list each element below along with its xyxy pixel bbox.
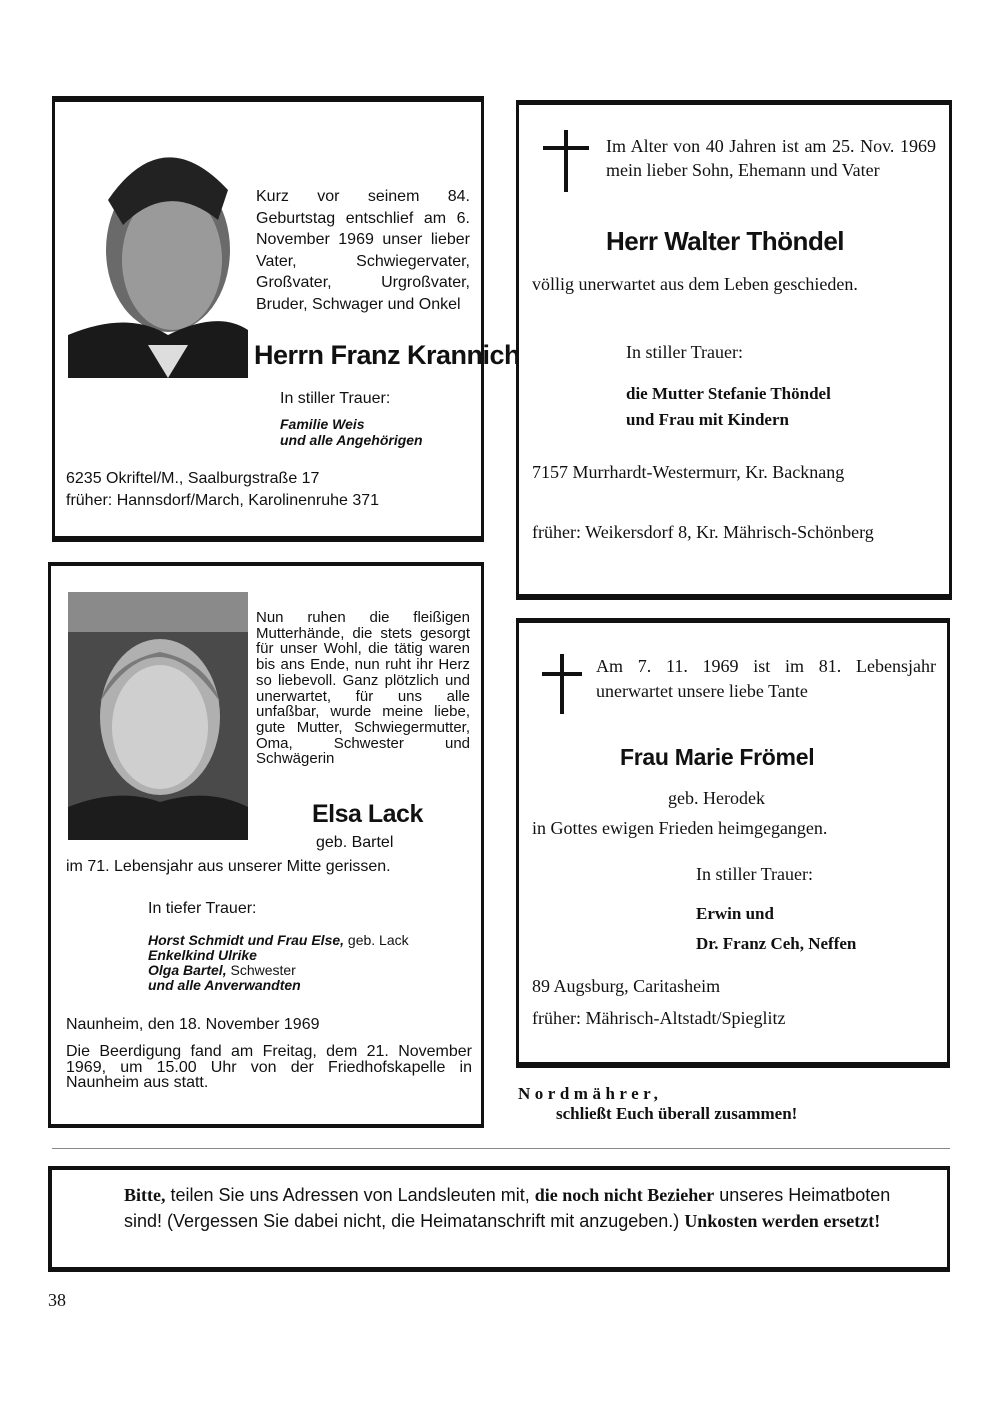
lack-mourning: In tiefer Trauer: <box>148 900 257 917</box>
thoendel-mourning: In stiller Trauer: <box>626 342 743 362</box>
krannich-mourning: In stiller Trauer: <box>280 390 391 407</box>
appeal-line-2: schließt Euch überall zusammen! <box>556 1104 798 1123</box>
froemel-text: in Gottes ewigen Frieden heimgegangen. <box>532 818 828 838</box>
froemel-address-2: früher: Mährisch-Altstadt/Spieglitz <box>532 1008 786 1028</box>
appeal-box-text <box>124 1182 894 1234</box>
appeal-box-p2: teilen Sie uns Adressen von Landsleuten mit, <box>165 1185 535 1205</box>
appeal-box-p3: die noch nicht Bezieher <box>534 1185 715 1205</box>
lack-born: geb. Bartel <box>316 834 394 851</box>
froemel-intro: Am 7. 11. 1969 ist im 81. Lebensjahr unerwartet unsere liebe Tante <box>596 656 936 701</box>
lack-mourner-1 <box>148 932 409 948</box>
lack-mourner-4: und alle Anverwandten <box>148 977 301 993</box>
froemel-address-1: 89 Augsburg, Caritasheim <box>532 976 721 996</box>
lack-funeral: Die Beerdigung fand am Freitag, dem 21. November 1969, um 15.00 Uhr von der Friedhofskapelle in Naunheim aus statt. <box>66 1043 472 1091</box>
thoendel-family-2: und Frau mit Kindern <box>626 410 789 429</box>
froemel-family-2: Dr. Franz Ceh, Neffen <box>696 934 857 953</box>
lack-mourner-3 <box>148 962 296 978</box>
krannich-name: Herrn Franz Krannich <box>254 340 521 370</box>
krannich-intro: Kurz vor seinem 84. Geburtstag entschlief am 6. November 1969 unser lieber Vater, Schwiegervater, Großvater, Urgroßvater, Bruder, Schwager und Onkel <box>256 188 470 313</box>
portrait-lack <box>68 592 248 840</box>
froemel-born: geb. Herodek <box>668 788 765 808</box>
krannich-family-1: Familie Weis <box>280 416 365 432</box>
lack-mourner-1-note: geb. Lack <box>344 932 409 948</box>
cross-icon <box>543 130 589 192</box>
lack-mourner-1-name: Horst Schmidt und Frau Else, <box>148 932 345 948</box>
lack-mourner-3-note: Schwester <box>226 962 296 978</box>
thoendel-address-2: früher: Weikersdorf 8, Kr. Mährisch-Schönberg <box>532 522 874 542</box>
appeal-box-p4: unseres Heimatboten sind! (Vergessen Sie dabei nicht, die Heimatanschrift mit anzugeben.) <box>124 1185 891 1231</box>
portrait-krannich <box>68 130 248 378</box>
cross-icon <box>542 654 582 714</box>
froemel-name: Frau Marie Frömel <box>620 744 815 770</box>
lack-age: im 71. Lebensjahr aus unserer Mitte gerissen. <box>66 858 391 875</box>
section-divider <box>52 1148 950 1149</box>
page-number: 38 <box>48 1290 66 1310</box>
appeal-box-p1: Bitte, <box>124 1185 166 1205</box>
thoendel-family-1: die Mutter Stefanie Thöndel <box>626 384 831 403</box>
lack-mourner-2: Enkelkind Ulrike <box>148 947 257 963</box>
appeal-line-1: Nordmährer, <box>518 1084 663 1103</box>
thoendel-address-1: 7157 Murrhardt-Westermurr, Kr. Backnang <box>532 462 845 482</box>
lack-place-date: Naunheim, den 18. November 1969 <box>66 1016 320 1033</box>
lack-name: Elsa Lack <box>312 800 423 828</box>
krannich-family-2: und alle Angehörigen <box>280 432 423 448</box>
lack-mourner-3-name: Olga Bartel, <box>148 962 227 978</box>
thoendel-text: völlig unerwartet aus dem Leben geschieden. <box>532 274 858 294</box>
thoendel-intro: Im Alter von 40 Jahren ist am 25. Nov. 1969 mein lieber Sohn, Ehemann und Vater <box>606 136 936 180</box>
thoendel-name: Herr Walter Thöndel <box>606 226 845 256</box>
lack-intro: Nun ruhen die fleißigen Mutterhände, die stets gesorgt für unser Wohl, die tätig waren bis ans Ende, nun ruht ihr Herz so liebevoll. Ganz plötzlich und unerwartet, für uns alle unfaßbar, wurde meine liebe, gute Mutter, Schwiegermutter, Oma, Schwester und Schwägerin <box>256 609 470 768</box>
froemel-mourning: In stiller Trauer: <box>696 864 813 884</box>
krannich-address-1: 6235 Okriftel/M., Saalburgstraße 17 <box>66 470 320 487</box>
froemel-family-1: Erwin und <box>696 904 774 923</box>
krannich-address-2: früher: Hannsdorf/March, Karolinenruhe 371 <box>66 492 380 509</box>
appeal-box-p5: Unkosten werden ersetzt! <box>684 1211 881 1231</box>
